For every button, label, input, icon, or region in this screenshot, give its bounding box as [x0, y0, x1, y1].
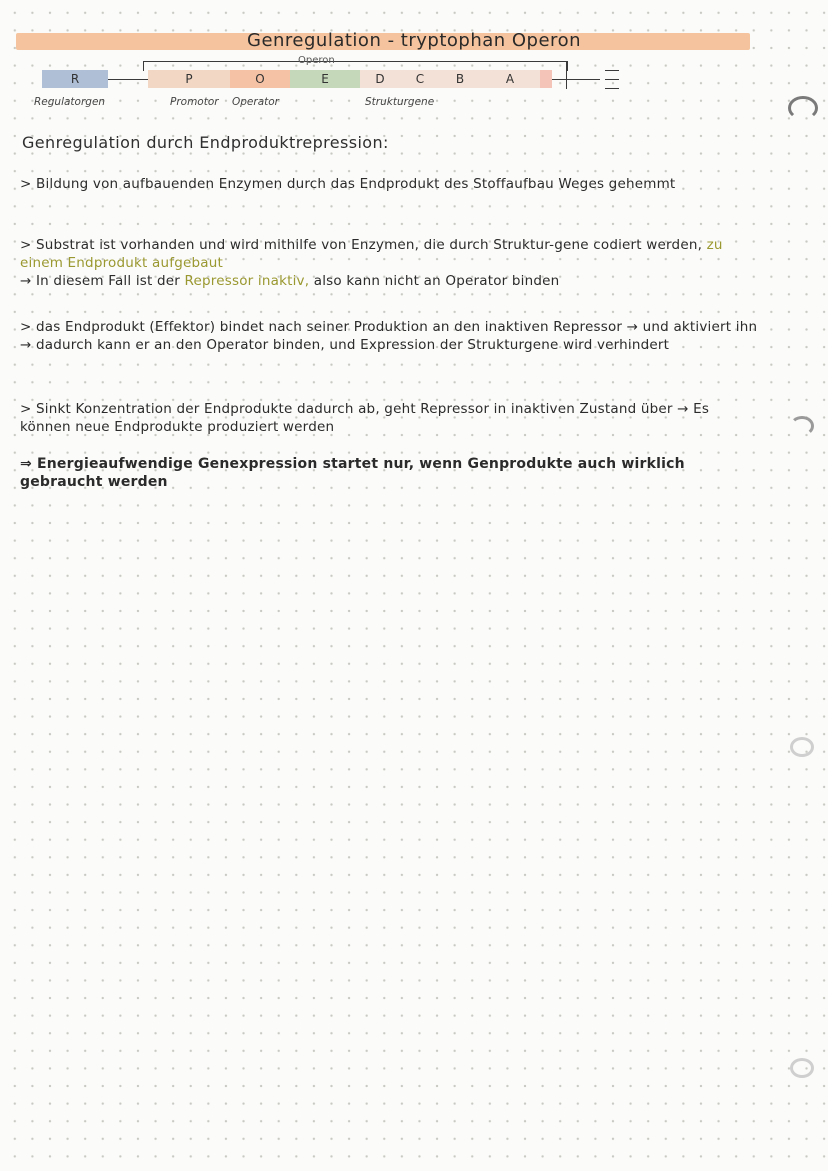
- page-title: Genregulation - tryptophan Operon: [247, 30, 581, 51]
- binder-ring-icon: [790, 1058, 814, 1078]
- operon-label: Operon: [298, 55, 335, 66]
- note-text: also kann nicht an Operator binden: [313, 273, 560, 289]
- note-text-highlight: zu einem Endprodukt aufgebaut: [20, 237, 723, 271]
- gene-block-b: B: [440, 70, 480, 88]
- note-paragraph-4: > Sinkt Konzentration der Endprodukte dadurch ab, geht Repressor in inaktiven Zustand über → Es können neue Endprodukte produziert werden: [20, 401, 710, 435]
- gene-block-c: C: [400, 70, 440, 88]
- gene-block-end: [540, 70, 552, 88]
- gene-block-promoter: P: [148, 70, 230, 88]
- note-text: → In diesem Fall ist der: [20, 273, 181, 289]
- note-text-highlight: Repressor inaktiv,: [184, 273, 310, 289]
- label-promotor: Promotor: [170, 96, 219, 108]
- note-paragraph-1: > Bildung von aufbauenden Enzymen durch das Endprodukt des Stoffaufbau Weges gehemmt: [20, 176, 676, 192]
- bracket-right-vert: [566, 61, 567, 89]
- dash-1: [605, 70, 619, 71]
- dash-2: [605, 79, 619, 80]
- gene-block-operator: O: [230, 70, 290, 88]
- binder-ring-icon: [790, 737, 814, 757]
- gene-block-regulator: R: [42, 70, 108, 88]
- label-strukturgene: Strukturgene: [365, 96, 435, 108]
- dna-strand-end: [552, 79, 600, 80]
- dna-strand: [108, 79, 148, 80]
- binder-ring-icon: [790, 416, 814, 436]
- binder-ring-icon: [788, 96, 818, 120]
- note-conclusion: ⇒ Energieaufwendige Genexpression startet nur, wenn Genprodukte auch wirklich gebraucht werden: [20, 456, 685, 490]
- note-paragraph-2: [20, 236, 760, 290]
- gene-block-d: D: [360, 70, 400, 88]
- section-heading: Genregulation durch Endproduktrepression:: [22, 133, 389, 152]
- note-paragraph-3: > das Endprodukt (Effektor) bindet nach seiner Produktion an den inaktiven Repressor → und aktiviert ihn → dadurch kann er an den Operator binden, und Expression der Strukturgene wird verhindert: [20, 319, 758, 353]
- dash-3: [605, 88, 619, 89]
- label-regulatorgen: Regulatorgen: [34, 96, 106, 108]
- gene-block-a: A: [480, 70, 540, 88]
- note-text: > Substrat ist vorhanden und wird mithilfe von Enzymen, die durch Struktur-gene codiert werden,: [20, 237, 703, 253]
- label-operator: Operator: [232, 96, 279, 108]
- gene-block-e: E: [290, 70, 360, 88]
